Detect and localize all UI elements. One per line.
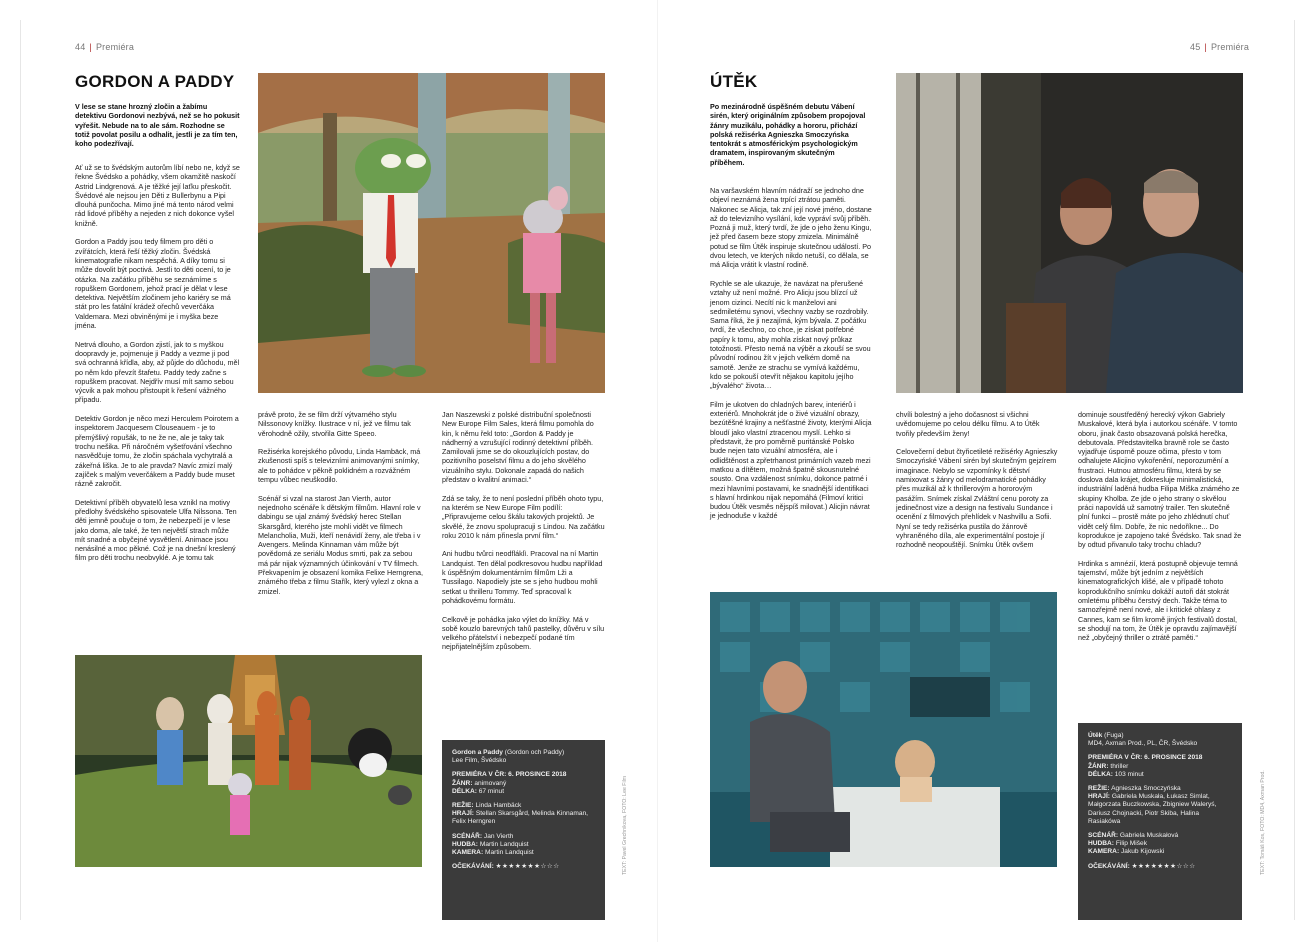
film-premiere: PREMIÉRA V ČR: 6. PROSINCE 2018 (1088, 754, 1203, 762)
director-value: Linda Hambäck (475, 802, 522, 810)
article-title: GORDON A PADDY (75, 72, 235, 91)
film-producer: MD4, Axman Prod., PL, ČR, Švédsko (1088, 740, 1198, 748)
script-label: SCÉNÁŘ: (452, 832, 483, 840)
film-producer: Lee Film, Švédsko (452, 757, 507, 765)
rating-stars: ★★★★★★★☆☆☆ (1131, 862, 1196, 870)
length-label: DÉLKA: (452, 787, 477, 795)
music-label: HUDBA: (1088, 840, 1115, 848)
film-original-title: (Fuga) (1104, 732, 1124, 739)
paragraph: Scénář si vzal na starost Jan Vierth, autor nejednoho scénáře k dětským filmům. Hlavní role v dabingu se ujal známý švédský herec Stellan Skarsgård, kterého jste mohli vidět ve filmech Melancholia, Muži, kteří nenávidí ženy, ale třeba i v Avengers. Melinda Kinnaman vám může být povědomá ze seriálu Modus smrti, pak za sebou má pár nijak významných účinkování v TV filmech. Překvapením je obsazení komika Felixe Herngrena, známého třeba z filmu Stařík, který vylezl z okna a zmizel. (258, 493, 423, 596)
paragraph: Ani hudbu tvůrci neodfláklì. Pracoval na ní Martin Landquist. Ten dělal podkresovou hudbu například k úspěšným dokumentárním filmům Lži a Tussilago. Napodiely jste se s jeho hudbou mohli setkat u thrilleru Tommy. Teď spracoval k pohádkovému formátu. (442, 549, 603, 605)
film-still-forest-animals (75, 655, 422, 867)
cast-label: HRAJÍ: (452, 810, 474, 818)
script-value: Jan Vierth (483, 832, 514, 840)
music-value: Filip Mišek (1115, 840, 1147, 848)
genre-value: thriller (1110, 762, 1129, 770)
genre-label: ŽÁNR: (1088, 762, 1109, 770)
cast-label: HRAJÍ: (1088, 793, 1110, 801)
article-title: ÚTĚK (710, 72, 758, 91)
paragraph: Hrdinka s amnézií, která postupně objevuje temná tajemství, může být jedním z největších kinematografických klišé, ale v případě tohoto koprodukčního snímku dokáží autoři dát stokrát omletému příběhu čerstvý dech. Takže téma to samozřejmě není nové, ale i kritické ohlasy z Cannes, kam se film kromě jiných festivalů dostal, se shodují na tom, že Útěk je opravdu zajímavější než „obyčejný thriller o ztrátě paměti.“ (1078, 558, 1238, 643)
rating-label: OČEKÁVÁNÍ: (452, 863, 494, 871)
text-column-2 (896, 410, 1058, 559)
section-label: Premiéra (95, 42, 135, 52)
paragraph: Film je ukotven do chladných barev, interiérů i exteriérů. Mnohokrát jde o živé vizuální obrazy, bezútěšné krajiny a nešťastné životy, kterými Alicja bloudí jako vlastní ztracenou myslí. Lehko si představit, že pro poměrně puritánské Polsko bude nejen tato vizuální atmosféra, ale i odlidštěnost a zpřetrhanost primárních vazeb mezi matkou a dítětem, možná špatně skousnutelné sousto. Ona vzdálenost snímku, dokonce patrné i mezi hlavními postavami, ke snadnější identifikaci s hlavní hrdinkou nijak nepomáhá (Filmoví kritici budou Útěk vesměs nějspíš milovat.) Alicjin návrat je jednoduše v každé (710, 399, 872, 521)
paragraph: Režisérka korejského původu, Linda Hambäck, má zkušenosti spíš s televizními animovanými snímky, ale to pohádce v pěkně poklidném a rozvážném tempu vůbec neuškodilo. (258, 447, 421, 485)
film-info-box (1078, 723, 1242, 920)
paragraph: Ať už se to švédským autorům líbí nebo ne, když se řekne Švédsko a pohádky, všem okamžitě naskočí Astrid Lindgrenová. A je těžké její laťku přeskočit. Švédové ale nejsou jen Děti z Bullerbynu a Pipi dlouhá punčocha. Mimo jiné má tento národ velmi rád lidové příběhy a nejeden z nich dokonce vyšel knižně. (75, 163, 240, 228)
paragraph: Netrvá dlouho, a Gordon zjistí, jak to s myškou doopravdy je, pojmenuje ji Paddy a vezme ji pod svá ochranná křídla, aby, až půjde do důchodu, měl po něm kdo převzít štafetu. Paddy tedy začne s ropuškem pracovat. Nejdřív musí mít samo sebou výcvik a pak mohou přistoupit k řešení vážného případu. (75, 339, 240, 405)
page-number: 45 (1190, 42, 1201, 52)
camera-value: Jakub Kijowski (1120, 848, 1165, 856)
film-premiere: PREMIÉRA V ČR: 6. PROSINCE 2018 (452, 771, 567, 779)
rating-stars: ★★★★★★★☆☆☆ (495, 863, 560, 871)
paragraph: Gordon a Paddy jsou tedy filmem pro děti o zvířátcích, která řeší těžký zločin. Švédská kinematografie nikam nespěchá. A díky tomu si může dovolit být poctivá. Jestli to děti ocení, to je otázka. Na začátku příběhu se seznámíme s ropuškem Gordonem, jehož prací je dělat v lese detektiva. Největším zločinem jeho kariéry se má stát pro les fatální krádež ořechů veverčáka Valdemara. Mezi obviněnými je i myška beze jména. (75, 237, 231, 331)
film-still-bathroom (710, 592, 1057, 867)
script-value: Gabriela Muskałová (1119, 832, 1179, 840)
camera-label: KAMERA: (1088, 848, 1120, 856)
text-column-3 (442, 410, 605, 661)
genre-value: animovaný (474, 779, 507, 787)
section-label: Premiéra (1210, 42, 1250, 52)
music-value: Martin Landquist (479, 840, 529, 848)
film-title: Útěk (1088, 732, 1103, 739)
cast-value: Gabriela Muskała, Łukasz Simlat, Małgorzata Buczkowska, Zbigniew Waleryś, Dariusz Chojnacki, Piotr Skiba, Halina Rasiakówa (1088, 793, 1217, 825)
paragraph: chvíli bolestný a jeho dočasnost si všichni uvědomujeme po celou délku filmu. A to Útěk tvořily především ženy! (896, 410, 1040, 438)
paragraph: Celkově je pohádka jako výlet do knížky. Má v sobě kouzlo barevných tahů pastelky, důvěru v sílu velkého přátelství i nebezpečí podané tím nejpřijatelnějším způsobem. (442, 614, 605, 652)
text-column-3 (1078, 410, 1242, 652)
page-edge-line (20, 20, 21, 920)
camera-label: KAMERA: (452, 849, 484, 857)
music-label: HUDBA: (452, 840, 479, 848)
article-lead: V lese se stane hrozný zločin a žabímu detektivu Gordonovi nezbývá, než se ho pokusit vyřešit. Nebude na to ale sám. Rozhodne se totiž povolat posilu a odhalit, jestli je za tím ten, koho podezřívají. (75, 102, 240, 149)
paragraph: Celovečerní debut čtyřicetileté režisérky Agnieszky Smoczyńské Vábení sirén byl skutečným gejzírem imaginace. Nebylo se vzpomínky k dětství namixovat s žánry od melodramatické pohádky přes muzikál až k thrillerovým a hororovým pasážím. Snímek získal Zvláštní cenu poroty za jedinečnost vize a design na festivalu Sundance i ocenění z filmových přehlídek v Nashvillu a Sofii. Nyní se tedy režisérka pustila do žánrově vyhraněného díla, ale experimentální postoje jí rozhodně neopouštějí. Snímku Útěk ovšem (896, 447, 1058, 550)
director-label: REŽIE: (1088, 785, 1110, 793)
length-label: DÉLKA: (1088, 770, 1113, 778)
cast-value: Stellan Skarsgård, Melinda Kinnaman, Felix Herngren (452, 810, 588, 826)
script-label: SCÉNÁŘ: (1088, 832, 1119, 840)
camera-value: Martin Landquist (484, 849, 534, 857)
paragraph: Jan Naszewski z polské distribuční společnosti New Europe Film Sales, která filmu pomohla do kin, k němu řekl toto: „Gordon & Paddy je nádherný a vzrušující rodinný detektivní příběh. Zamilovali jsme se do okouzlujících postav, do pozitivního poselství filmu a do jeho skvělého vizuálního stylu. Dokonale zapadá do našich představ o kvalitní animaci.“ (442, 410, 594, 485)
paragraph: dominuje soustředěný herecký výkon Gabriely Muskałové, která byla i autorkou scénáře. V tomto oboru, jinak často obsazovaná polská herečka, debutovala. Představitelka bravně role se často vyjadřuje úsporně pouze očima, přesto v tom odhalujete Alicjino vykořenění, neporozumění a frustraci. Hutnou atmosféru filmu, která by se doslova dala krájet, dokresluje minimalistická, industriální laděná hudba Filipa Miška známého ze skupiny Kholba. Ze jde o jeho strany o skvělou práci napovídá už samotný trailer. Ten skutečně plní funkci – prostě máte po jeho zhlédnutí chuť vidět celý film. Dobře, že nic nedoříkne... Do koprodukce je zapojeno také Švédsko. Tak snad že by odtud přivanulo taky trochu chladu? (1078, 410, 1242, 550)
director-value: Agnieszka Smoczyńska (1111, 785, 1181, 793)
paragraph: Detektivní příběh obyvatelů lesa vznikl na motivy předlohy švédského spisovatele Ulfa Nilssona. Ten děti jemně poučuje o tom, že nebezpečí je v lese jako doma, ale také, že ten největší strach může mít snadné a obyčejné vysvětlení. Animace jsou nenásilné a moc pěkné. Což je na dnešní kreslený film pro děti trochu neobvyklé. A je tomu tak (75, 497, 237, 563)
left-page (0, 0, 657, 942)
film-still-couple (896, 73, 1243, 393)
paragraph: Na varšavském hlavním nádraží se jednoho dne objeví neznámá žena trpící ztrátou paměti. Nakonec se Alicja, tak zní její nové jméno, dostane až do televizního vysílání, kde vypráví svůj příběh. Pozná ji muž, který tvrdí, že jde o jeho ženu Kingu, jež před časem beze stopy zmizela. Minimálně potud se film Útěk inspiruje skutečnou událostí. Po dvou letech, ve kterých nikdo netuší, co dělala, se má Alicja vrátit k vlastní rodině. (710, 186, 872, 270)
article-lead: Po mezinárodně úspěšném debutu Vábení sirén, který originálním způsobem propojoval žánry muzikálu, pohádky a hororu, přichází polská režisérka Agnieszka Smoczyńska tentokrát s atmosférickým psychologickým dramatem, inspirovaným skutečným příběhem. (710, 102, 866, 167)
length-value: 67 minut (478, 787, 505, 795)
length-value: 103 minut (1114, 770, 1144, 778)
page-header: 44 | Premiéra (75, 42, 135, 52)
film-title: Gordon a Paddy (452, 749, 503, 756)
page-number: 44 (75, 42, 86, 52)
film-original-title: (Gordon och Paddy) (504, 749, 565, 756)
paragraph: Detektiv Gordon je něco mezi Herculem Poirotem a inspektorem Jacquesem Clouseauem - je to přemýšlivý ropušák, to ne že ne, ale je taky tak trochu nešika. Při náročném vyšetřování všechno nasvědčuje tomu, že zločin spáchala vychytralá a zákeřná liška. Je to ale pravda? Navíc zmizí malý zajíček s malým veverčákem a Paddy bude muset rázně zakročit. (75, 414, 239, 489)
page-edge-line (1294, 20, 1295, 920)
rating-label: OČEKÁVÁNÍ: (1088, 862, 1130, 870)
right-page (658, 0, 1315, 942)
text-column-1 (710, 186, 872, 530)
film-still-gordon-paddy (258, 73, 605, 393)
photo-credit: TEXT: Pavel Grechnikova, FOTO: Lee Film (622, 775, 628, 875)
film-info-box (442, 740, 605, 920)
photo-credit: TEXT: Tomáš Kos, FOTO: MD4, Axman Prod. (1260, 770, 1266, 875)
genre-label: ŽÁNR: (452, 779, 473, 787)
text-column-1 (75, 163, 240, 572)
page-header: 45 | Premiéra (1190, 42, 1250, 52)
director-label: REŽIE: (452, 802, 474, 810)
paragraph: Rychle se ale ukazuje, že navázat na přerušené vztahy už není možné. Pro Alicju jsou blízcí už jenom cizinci. Necítí nic k manželovi ani sedmiletému synovi, všechny vazby se rozdrobily. Sama říká, že ji nezajímá, kým bývala. Z počátku tvrdí, že všechno, co chce, je získat potřebné papíry k tomu, aby mohla získat nový průkaz totožnosti. Přesto nemá na výběr a zkouší se svou původní rodinou žít v jejich velkém domě na samotě. Jenže ze strachu se vymívá každému, kdo se pokouší otevřít nějakou kapitolu jejího „bývalého“ života… (710, 278, 871, 391)
paragraph: právě proto, že se film drží výtvarného stylu Nilssonovy knížky. Ilustrace v ní, jež ve filmu tak věrohodně ožily, stvořila Gitte Speeo. (258, 410, 411, 438)
text-column-2 (258, 410, 423, 605)
paragraph: Zdá se taky, že to není poslední příběh ohoto typu, na kterém se New Europe Film podílí: „Připravujeme celou škálu takových projektů. Je skvělé, že znovu spolupracuji s Lindou. Na začátku roku 2010 k nám přinesla první film.“ (442, 493, 605, 540)
